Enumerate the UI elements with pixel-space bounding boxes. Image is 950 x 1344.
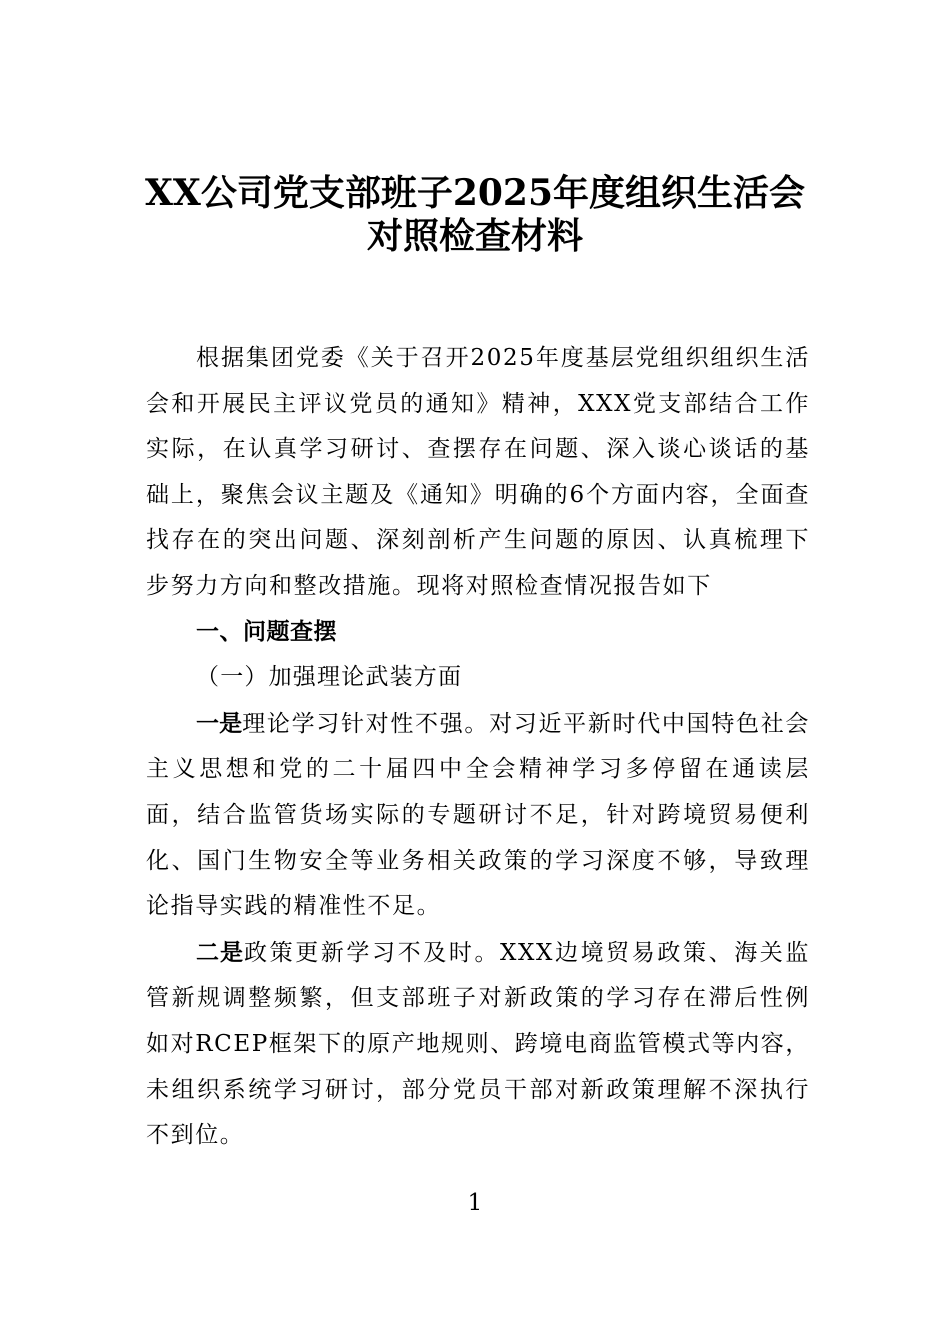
point-paragraph-1 [146,701,810,930]
point-2-lead: 二是 [196,938,245,966]
point-paragraph-2 [146,930,810,1159]
section-heading: 一、问题查摆 [196,618,337,645]
document-body [146,336,810,1159]
subsection-heading: （一）加强理论武装方面 [196,664,463,691]
point-2-text: 政策更新学习不及时。XXX边境贸易政策、海关监管新规调整频繁，但支部班子对新政策的学习存在滞后性例如对RCEP框架下的原产地规则、跨境电商监管模式等内容，未组织系统学习研讨，部分党员干部对新政策理解不深执行不到位。 [146,939,811,1149]
intro-paragraph: 根据集团党委《关于召开2025年度基层党组织组织生活会和开展民主评议党员的通知》精神，XXX党支部结合工作实际，在认真学习研讨、查摆存在问题、深入谈心谈话的基础上，聚焦会议主题及《通知》明确的6个方面内容，全面查找存在的突出问题、深刻剖析产生问题的原因、认真梳理下步努力方向和整改措施。现将对照检查情况报告如下 [146,345,810,599]
page-number: 1 [467,1190,483,1216]
document-title-line-1: XX公司党支部班子2025年度组织生活会 [144,172,806,214]
point-1-text: 理论学习针对性不强。对习近平新时代中国特色社会主义思想和党的二十届四中全会精神学习多停留在通读层面，结合监管货场实际的专题研讨不足，针对跨境贸易便利化、国门生物安全等业务相关政策的学习深度不够，导致理论指导实践的精准性不足。 [146,710,810,920]
document-title-line-2: 对照检查材料 [366,215,583,257]
point-1-lead: 一是 [196,709,243,737]
